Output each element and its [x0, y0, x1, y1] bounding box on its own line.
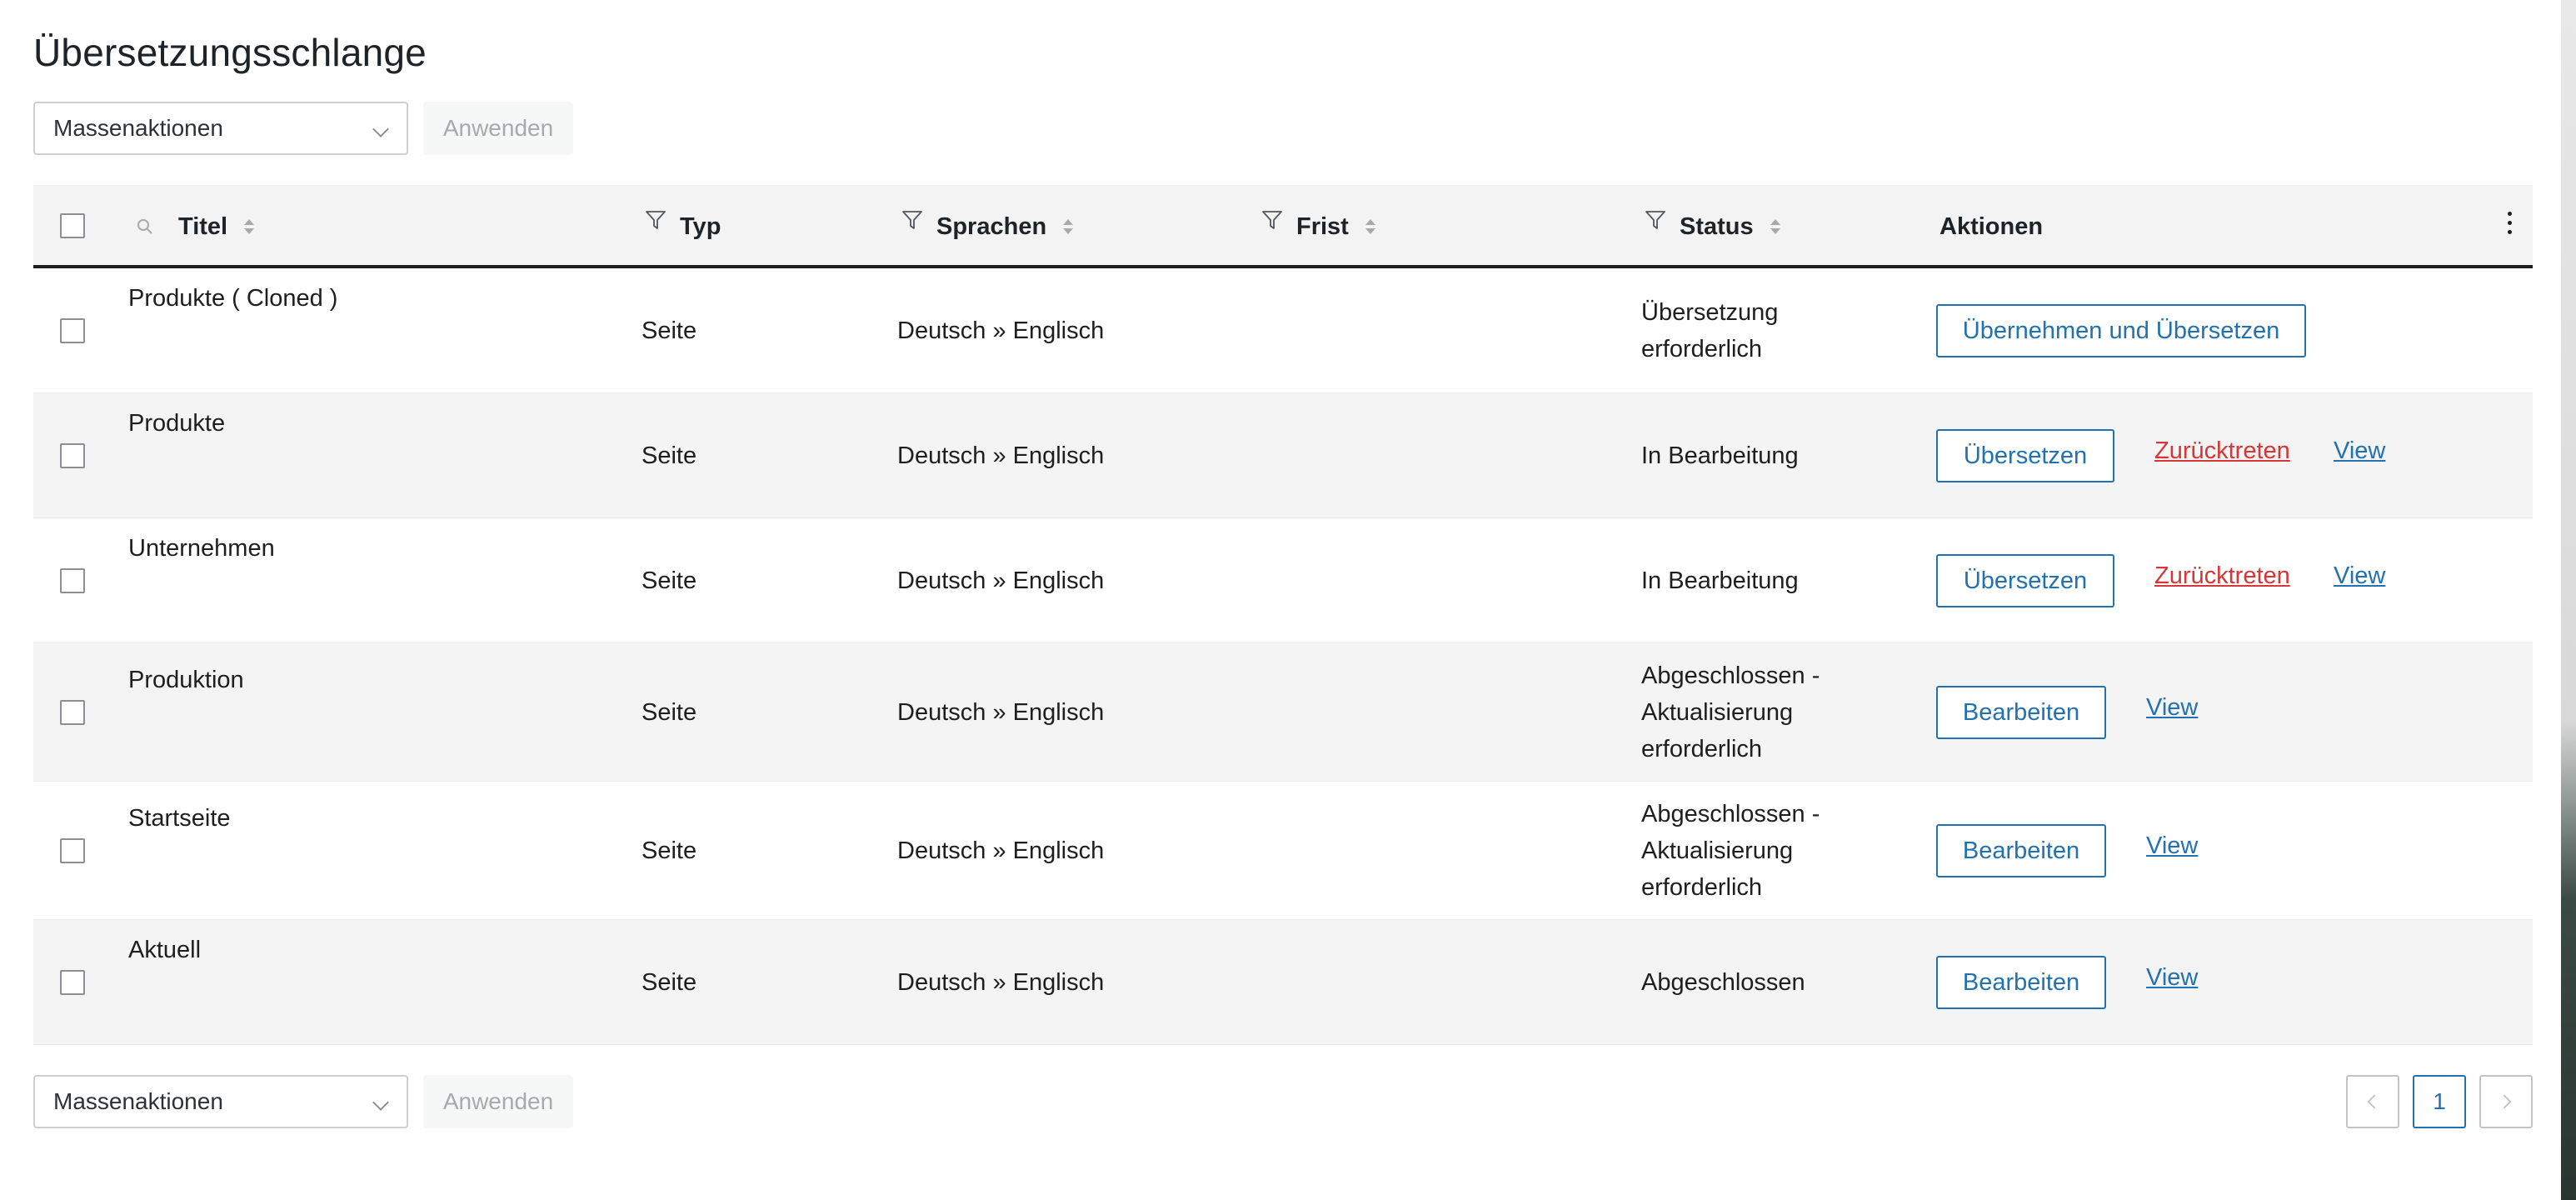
table-header: [33, 185, 2533, 268]
column-header-languages-label: Sprachen: [936, 212, 1047, 240]
row-languages: Deutsch » Englisch: [897, 442, 1105, 469]
bulk-actions-bottom: [33, 1075, 573, 1128]
table-row: [33, 268, 2533, 393]
sort-icon[interactable]: [1063, 219, 1073, 234]
edit-button[interactable]: Bearbeiten: [1936, 686, 2106, 739]
bulk-action-select-value: Massenaktionen: [53, 1088, 223, 1114]
sort-icon[interactable]: [1365, 219, 1375, 234]
status-line: In Bearbeitung: [1641, 442, 1799, 469]
row-type: Seite: [642, 442, 697, 469]
table-row: [33, 518, 2533, 643]
withdraw-link[interactable]: Zurücktreten: [2154, 438, 2290, 464]
status-line: Aktualisierung: [1641, 699, 1794, 726]
bulk-action-select[interactable]: [33, 102, 408, 155]
bulk-action-select[interactable]: [33, 1075, 408, 1128]
sort-icon[interactable]: [244, 219, 254, 234]
column-header-deadline[interactable]: [1261, 185, 1375, 268]
withdraw-link[interactable]: Zurücktreten: [2154, 562, 2290, 589]
row-checkbox[interactable]: [60, 838, 85, 863]
row-title[interactable]: Unternehmen: [128, 535, 275, 562]
column-header-status[interactable]: [1645, 185, 1780, 268]
apply-button[interactable]: Anwenden: [423, 102, 573, 155]
view-link[interactable]: View: [2334, 438, 2386, 464]
column-header-type[interactable]: [645, 185, 721, 268]
view-link[interactable]: View: [2146, 832, 2199, 859]
table-row: [33, 643, 2533, 782]
table-row: [33, 393, 2533, 518]
row-status: [1641, 964, 1805, 1001]
row-title[interactable]: Aktuell: [128, 937, 202, 963]
row-type: Seite: [642, 318, 697, 344]
take-and-translate-button[interactable]: Übernehmen und Übersetzen: [1936, 304, 2306, 358]
row-checkbox[interactable]: [60, 970, 85, 995]
page-title: Übersetzungsschlange: [33, 31, 427, 74]
filter-icon[interactable]: [645, 209, 666, 231]
row-type: Seite: [642, 969, 697, 996]
status-line: Abgeschlossen -: [1641, 662, 1820, 689]
row-checkbox[interactable]: [60, 443, 85, 468]
table-row: [33, 920, 2533, 1045]
filter-icon[interactable]: [1645, 209, 1666, 231]
row-languages: Deutsch » Englisch: [897, 568, 1105, 594]
row-title[interactable]: Startseite: [128, 805, 231, 832]
status-line: Abgeschlossen: [1641, 969, 1805, 996]
row-status: [1641, 294, 1778, 368]
status-line: erforderlich: [1641, 874, 1763, 901]
row-checkbox[interactable]: [60, 568, 85, 593]
row-status: [1641, 438, 1799, 474]
edit-button[interactable]: Bearbeiten: [1936, 824, 2106, 878]
pagination-prev-button[interactable]: [2346, 1075, 2399, 1128]
row-status: [1641, 562, 1799, 599]
view-link[interactable]: View: [2334, 562, 2386, 589]
filter-icon[interactable]: [1261, 209, 1283, 231]
select-all-checkbox[interactable]: [60, 213, 85, 238]
chevron-left-icon: [2368, 1095, 2382, 1109]
view-link[interactable]: View: [2146, 694, 2199, 721]
kebab-menu-icon[interactable]: [2508, 212, 2513, 234]
table-row: [33, 782, 2533, 920]
chevron-right-icon: [2498, 1095, 2512, 1109]
row-type: Seite: [642, 838, 697, 864]
status-line: In Bearbeitung: [1641, 568, 1799, 594]
row-checkbox[interactable]: [60, 318, 85, 343]
status-line: Übersetzung: [1641, 299, 1779, 326]
row-type: Seite: [642, 568, 697, 594]
column-header-languages[interactable]: [901, 185, 1073, 268]
row-languages: Deutsch » Englisch: [897, 969, 1105, 996]
status-line: Abgeschlossen -: [1641, 801, 1820, 828]
view-link[interactable]: View: [2146, 964, 2199, 991]
translation-queue-table: [33, 185, 2533, 1045]
row-title[interactable]: Produkte: [128, 410, 226, 437]
bulk-actions-top: [33, 102, 573, 155]
column-header-title-label: Titel: [178, 212, 228, 240]
chevron-down-icon: [372, 121, 389, 138]
apply-button[interactable]: Anwenden: [423, 1075, 573, 1128]
row-status: [1641, 796, 1820, 906]
pagination-next-button[interactable]: [2479, 1075, 2533, 1128]
row-languages: Deutsch » Englisch: [897, 318, 1105, 344]
row-title[interactable]: Produkte ( Cloned ): [128, 285, 338, 312]
edit-button[interactable]: Bearbeiten: [1936, 956, 2106, 1009]
row-status: [1641, 658, 1820, 768]
row-checkbox[interactable]: [60, 700, 85, 725]
row-type: Seite: [642, 699, 697, 726]
pagination-current-page[interactable]: 1: [2413, 1075, 2466, 1128]
column-header-actions-label: Aktionen: [1939, 212, 2044, 240]
filter-icon[interactable]: [901, 209, 923, 231]
status-line: Aktualisierung: [1641, 838, 1794, 864]
chevron-down-icon: [372, 1094, 389, 1111]
status-line: erforderlich: [1641, 736, 1763, 762]
column-header-title[interactable]: [135, 185, 254, 268]
bulk-action-select-value: Massenaktionen: [53, 115, 223, 141]
row-languages: Deutsch » Englisch: [897, 699, 1105, 726]
translate-button[interactable]: Übersetzen: [1936, 429, 2114, 482]
row-languages: Deutsch » Englisch: [897, 838, 1105, 864]
column-header-deadline-label: Frist: [1296, 212, 1349, 240]
sort-icon[interactable]: [1770, 219, 1780, 234]
row-title[interactable]: Produktion: [128, 667, 244, 693]
status-line: erforderlich: [1641, 336, 1763, 362]
window-edge: [2561, 0, 2576, 1200]
column-header-type-label: Typ: [680, 212, 721, 240]
column-header-actions: [1939, 185, 2043, 268]
translate-button[interactable]: Übersetzen: [1936, 554, 2114, 608]
search-icon[interactable]: [135, 217, 155, 237]
column-header-status-label: Status: [1680, 212, 1754, 240]
